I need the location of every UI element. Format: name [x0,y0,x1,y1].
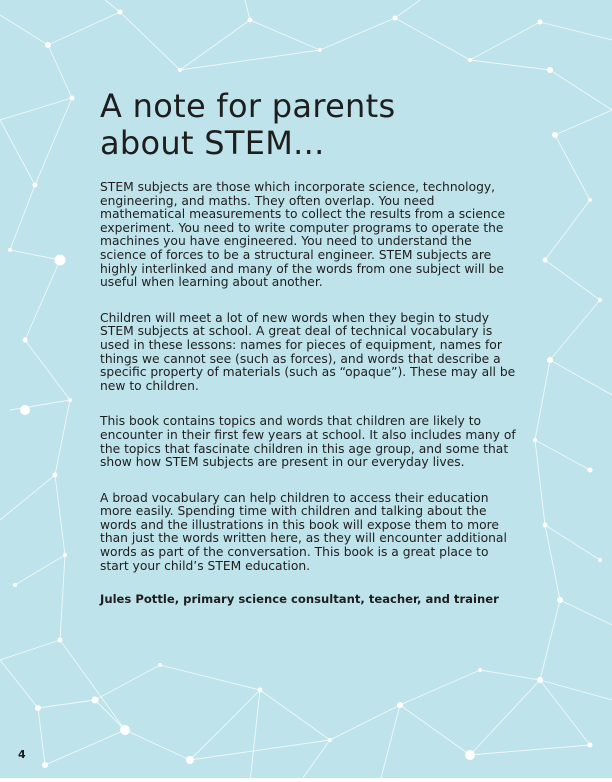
page-edge [0,778,612,782]
page-number: 4 [18,748,26,761]
paragraph-3: This book contains topics and words that children are likely to encounter in their first few years at school. It also includes many of the topics that fascinate children in this age group, and some that show how STEM subjects are present in our everyday lives. [100,414,516,470]
article [100,88,520,606]
title-line-1: A note for parents [100,87,396,125]
paragraph-4: A broad vocabulary can help children to access their education more easily. Spending time with children and talking about the words and the illustrations in this book will expose them to more than just the words written here, as they will encounter additional words as part of the conversation. This book is a great place to start your child’s STEM education. [100,490,507,573]
page-title [100,88,520,162]
body-text [100,181,520,573]
title-line-2: about STEM... [100,124,325,162]
paragraph-2: Children will meet a lot of new words when they begin to study STEM subjects at school. A great deal of technical vocabulary is used in these lessons: names for pieces of equipment, names for things we cannot see (such as forces), and words that describe a specific property of materials (such as “opaque”). These may all be new to children. [100,310,516,393]
paragraph-1: STEM subjects are those which incorporate science, technology, engineering, and maths. They often overlap. You need mathematical measurements to collect the results from a science experiment. You need to write computer programs to operate the machines you have engineered. You need to understand the science of forces to be a structural engineer. STEM subjects are highly interlinked and many of the words from one subject will be useful when learning about another. [100,180,506,290]
author-signature: Jules Pottle, primary science consultant, teacher, and trainer [100,592,499,607]
